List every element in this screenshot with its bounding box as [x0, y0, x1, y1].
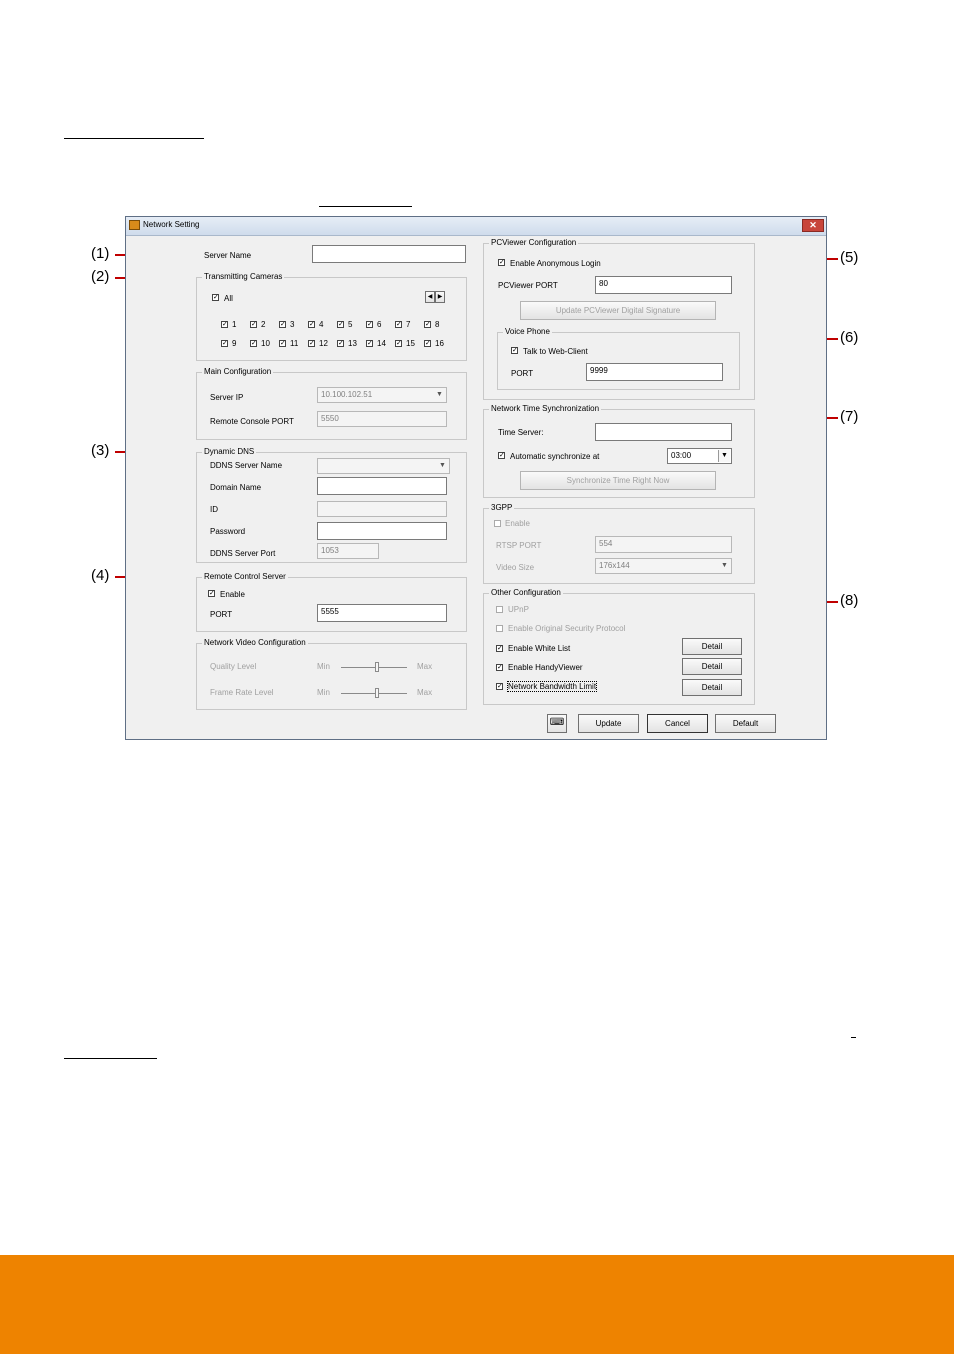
talk-web-client-label: Talk to Web-Client — [523, 347, 588, 356]
server-ip-dropdown-icon: ▼ — [436, 391, 443, 398]
camera-prev-button[interactable]: ◀ — [425, 291, 435, 303]
password-label: Password — [210, 527, 246, 536]
update-button[interactable]: Update — [578, 714, 639, 733]
id-input[interactable] — [317, 501, 447, 517]
camera-5-checkbox[interactable]: ✓ — [338, 321, 344, 328]
camera-9-checkbox[interactable]: ✓ — [222, 340, 228, 347]
camera-7-label: 7 — [406, 320, 411, 329]
camera-4-checkbox[interactable]: ✓ — [309, 321, 315, 328]
network-video-group — [196, 638, 467, 710]
console-port-input[interactable]: 5550 — [317, 411, 447, 427]
window-title: Network Setting — [143, 220, 200, 229]
security-protocol-label: Enable Original Security Protocol — [508, 624, 626, 633]
auto-sync-time-value: 03:00 — [671, 451, 692, 460]
white-list-label: Enable White List — [508, 644, 571, 653]
video-size-dropdown-icon: ▼ — [721, 562, 728, 569]
password-input[interactable] — [317, 522, 447, 540]
handyviewer-detail-button[interactable]: Detail — [682, 658, 742, 675]
rtsp-port-label: RTSP PORT — [496, 541, 542, 550]
page-footer-bar — [0, 1255, 954, 1354]
camera-6-checkbox[interactable]: ✓ — [367, 321, 373, 328]
callout-2: (2) — [91, 268, 110, 285]
time-server-label: Time Server: — [498, 428, 544, 437]
keyboard-icon: ⌨ — [549, 717, 565, 728]
time-server-input[interactable] — [595, 423, 732, 441]
app-icon — [129, 220, 140, 230]
default-button[interactable]: Default — [715, 714, 776, 733]
ddns-server-name-label: DDNS Server Name — [210, 461, 283, 470]
camera-12-checkbox[interactable]: ✓ — [309, 340, 315, 347]
domain-name-input[interactable] — [317, 477, 447, 495]
quality-slider-track[interactable] — [341, 667, 407, 668]
video-size-value: 176x144 — [599, 561, 630, 570]
threegpp-enable-checkbox[interactable] — [494, 520, 501, 527]
remote-control-server-title: Remote Control Server — [204, 572, 286, 581]
dynamic-dns-title: Dynamic DNS — [204, 447, 255, 456]
camera-10-label: 10 — [261, 339, 270, 348]
main-configuration-group — [196, 367, 467, 440]
white-list-detail-button[interactable]: Detail — [682, 638, 742, 655]
remote-enable-checkbox[interactable]: ✓ — [209, 590, 215, 597]
ddns-server-name-select[interactable] — [317, 458, 450, 474]
frame-rate-slider-thumb[interactable] — [375, 688, 379, 698]
camera-1-label: 1 — [232, 320, 237, 329]
network-video-title: Network Video Configuration — [204, 638, 306, 647]
keyboard-button[interactable] — [547, 714, 567, 733]
frame-rate-min-label: Min — [317, 688, 330, 697]
auto-sync-label: Automatic synchronize at — [510, 452, 600, 461]
pcviewer-port-label: PCViewer PORT — [498, 281, 558, 290]
camera-16-checkbox[interactable]: ✓ — [425, 340, 431, 347]
time-dropdown-icon: ▼ — [718, 450, 730, 462]
server-ip-select[interactable] — [317, 387, 447, 403]
other-configuration-title: Other Configuration — [491, 588, 561, 597]
callout-6: (6) — [840, 329, 859, 346]
server-ip-value: 10.100.102.51 — [321, 390, 373, 399]
anonymous-login-label: Enable Anonymous Login — [510, 259, 601, 268]
server-name-input[interactable] — [312, 245, 466, 263]
console-port-label: Remote Console PORT — [210, 417, 294, 426]
threegpp-enable-label: Enable — [505, 519, 530, 528]
frame-rate-slider-track[interactable] — [341, 693, 407, 694]
update-signature-button[interactable]: Update PCViewer Digital Signature — [520, 301, 716, 320]
doc-stray-underline — [851, 1037, 856, 1038]
bandwidth-limit-checkbox[interactable]: ✓ — [497, 683, 503, 690]
camera-11-label: 11 — [290, 339, 299, 348]
rtsp-port-input[interactable]: 554 — [595, 536, 732, 553]
ddns-dropdown-icon: ▼ — [439, 462, 446, 469]
voice-phone-title: Voice Phone — [505, 327, 550, 336]
camera-16-label: 16 — [435, 339, 444, 348]
server-name-label: Server Name — [204, 251, 252, 260]
upnp-label: UPnP — [508, 605, 529, 614]
auto-sync-checkbox[interactable]: ✓ — [499, 452, 505, 459]
camera-15-checkbox[interactable]: ✓ — [396, 340, 402, 347]
camera-13-label: 13 — [348, 339, 357, 348]
security-protocol-checkbox[interactable] — [496, 625, 503, 632]
pcviewer-title: PCViewer Configuration — [491, 238, 577, 247]
frame-rate-label: Frame Rate Level — [210, 688, 274, 697]
handyviewer-label: Enable HandyViewer — [508, 663, 583, 672]
upnp-checkbox[interactable] — [496, 606, 503, 613]
transmitting-cameras-group — [196, 272, 467, 361]
camera-8-checkbox[interactable]: ✓ — [425, 321, 431, 328]
camera-11-checkbox[interactable]: ✓ — [280, 340, 286, 347]
camera-15-label: 15 — [406, 339, 415, 348]
bandwidth-detail-button[interactable]: Detail — [682, 679, 742, 696]
camera-8-label: 8 — [435, 320, 440, 329]
camera-6-label: 6 — [377, 320, 382, 329]
callout-5: (5) — [840, 249, 859, 266]
callout-7: (7) — [840, 408, 859, 425]
title-bar[interactable] — [126, 217, 826, 236]
main-configuration-title: Main Configuration — [204, 367, 272, 376]
doc-link-underline — [319, 206, 412, 207]
close-button[interactable]: ✕ — [802, 219, 824, 232]
camera-4-label: 4 — [319, 320, 324, 329]
camera-next-button[interactable]: ▶ — [435, 291, 445, 303]
camera-12-label: 12 — [319, 339, 328, 348]
time-sync-title: Network Time Synchronization — [491, 404, 600, 413]
camera-3-checkbox[interactable]: ✓ — [280, 321, 286, 328]
callout-1: (1) — [91, 245, 110, 262]
voice-port-label: PORT — [511, 369, 534, 378]
sync-now-button[interactable]: Synchronize Time Right Now — [520, 471, 716, 490]
camera-10-checkbox[interactable]: ✓ — [251, 340, 257, 347]
id-label: ID — [210, 505, 218, 514]
video-size-select[interactable] — [595, 558, 732, 574]
camera-7-checkbox[interactable]: ✓ — [396, 321, 402, 328]
voice-port-input[interactable]: 9999 — [586, 363, 723, 381]
quality-min-label: Min — [317, 662, 330, 671]
all-cameras-label: All — [224, 294, 233, 303]
all-cameras-checkbox[interactable]: ✓ — [213, 294, 219, 301]
camera-9-label: 9 — [232, 339, 237, 348]
auto-sync-time-select[interactable] — [667, 448, 732, 464]
doc-link-underline-2 — [64, 1058, 157, 1059]
video-size-label: Video Size — [496, 563, 535, 572]
callout-8: (8) — [840, 592, 859, 609]
cancel-button[interactable]: Cancel — [647, 714, 708, 733]
camera-13-checkbox[interactable]: ✓ — [338, 340, 344, 347]
camera-14-checkbox[interactable]: ✓ — [367, 340, 373, 347]
voice-phone-group — [497, 327, 740, 390]
anonymous-login-checkbox[interactable]: ✓ — [499, 259, 505, 266]
callout-4: (4) — [91, 567, 110, 584]
handyviewer-checkbox[interactable]: ✓ — [497, 664, 503, 671]
pcviewer-port-input[interactable]: 80 — [595, 276, 732, 294]
white-list-checkbox[interactable]: ✓ — [497, 645, 503, 652]
camera-2-label: 2 — [261, 320, 266, 329]
camera-3-label: 3 — [290, 320, 295, 329]
bandwidth-limit-label: Network Bandwidth Limit — [508, 682, 597, 691]
server-ip-label: Server IP — [210, 393, 244, 402]
threegpp-title: 3GPP — [491, 503, 513, 512]
frame-rate-max-label: Max — [417, 688, 433, 697]
camera-14-label: 14 — [377, 339, 386, 348]
ddns-port-input[interactable]: 1053 — [317, 543, 379, 559]
remote-port-label: PORT — [210, 610, 233, 619]
camera-2-checkbox[interactable]: ✓ — [251, 321, 257, 328]
remote-enable-label: Enable — [220, 590, 245, 599]
domain-name-label: Domain Name — [210, 483, 262, 492]
quality-slider-thumb[interactable] — [375, 662, 379, 672]
network-setting-dialog — [125, 216, 827, 740]
quality-level-label: Quality Level — [210, 662, 257, 671]
ddns-port-label: DDNS Server Port — [210, 549, 276, 558]
remote-port-input[interactable]: 5555 — [317, 604, 447, 622]
quality-max-label: Max — [417, 662, 433, 671]
transmitting-cameras-title: Transmitting Cameras — [204, 272, 283, 281]
doc-heading-underline — [64, 138, 204, 139]
camera-5-label: 5 — [348, 320, 353, 329]
camera-1-checkbox[interactable]: ✓ — [222, 321, 228, 328]
talk-web-client-checkbox[interactable]: ✓ — [512, 347, 518, 354]
callout-3: (3) — [91, 442, 110, 459]
